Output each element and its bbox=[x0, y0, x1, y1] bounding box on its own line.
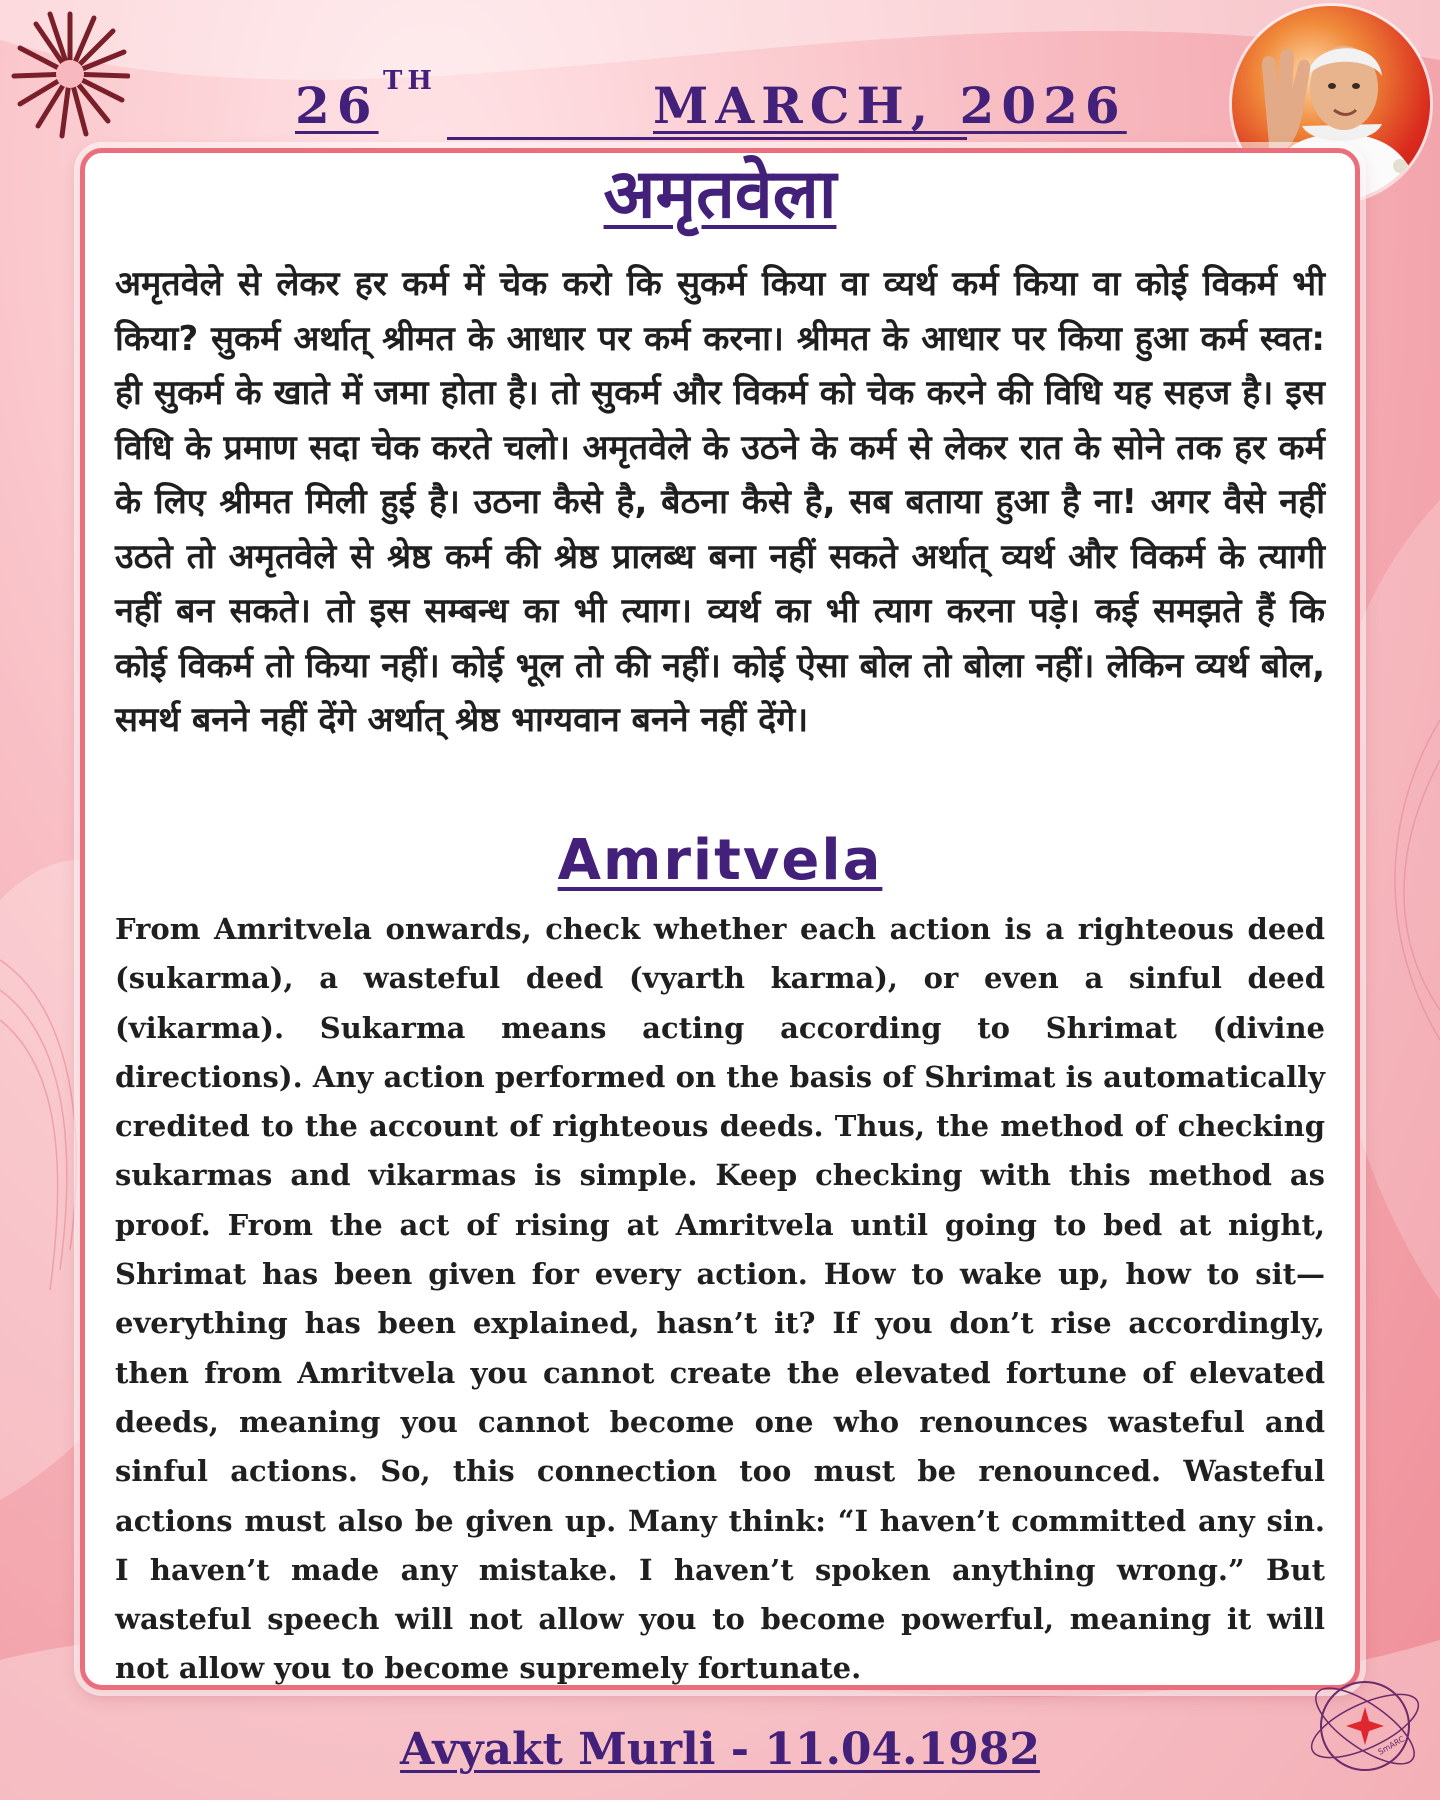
sunburst-icon bbox=[10, 6, 130, 141]
date-day: 26 bbox=[295, 76, 379, 135]
smarc-logo-icon bbox=[1302, 1663, 1428, 1789]
logo-text: SmARC bbox=[1376, 1734, 1407, 1757]
hindi-title: अमृतवेला bbox=[603, 155, 837, 234]
hindi-body: अमृतवेले से लेकर हर कर्म में चेक करो कि सुकर्म किया वा व्यर्थ कर्म किया वा कोई विकर्म भी किया? सुकर्म अर्थात् श्रीमत के आधार पर कर्म करना। श्रीमत के आधार पर किया हुआ कर्म स्वत: ही सुकर्म के खाते में जमा होता है। तो सुकर्म और विकर्म को चेक करने की विधि यह सहज है। इस विधि के प्रमाण सदा चेक करते चलो। अमृतवेले के उठने के कर्म से लेकर रात के सोने तक हर कर्म के लिए श्रीमत मिली हुई है। उठना कैसे है, बैठना कैसे है, सब बताया हुआ है ना! अगर वैसे नहीं उठते तो अमृतवेले से श्रेष्ठ कर्म की श्रेष्ठ प्रालब्ध बना नहीं सकते अर्थात् व्यर्थ और विकर्म के त्यागी नहीं बन सकते। तो इस सम्बन्ध का भी त्याग। व्यर्थ का भी त्याग करना पड़े। कई समझते हैं कि कोई विकर्म तो किया नहीं। कोई भूल तो की नहीं। कोई ऐसा बोल तो बोला नहीं। लेकिन व्यर्थ बोल, समर्थ बनने नहीं देंगे अर्थात् श्रेष्ठ भाग्यवान बनने नहीं देंगे। bbox=[115, 264, 1325, 740]
english-body: From Amritvela onwards, check whether each action is a righteous deed (sukarma), a wasteful deed (vyarth karma), or even a sinful deed (vikarma). Sukarma means acting according to Shrimat (divine directions). Any action performed on the basis of Shrimat is automatically credited to the account of righteous deeds. Thus, the method of checking sukarmas and vikarmas is simple. Keep checking with this method as proof. From the act of rising at Amritvela until going to bed at night, Shrimat has been given for every action. How to wake up, how to sit—everything has been explained, hasn’t it? If you don’t rise accordingly, then from Amritvela you cannot create the elevated fortune of elevated deeds, meaning you cannot become one who renounces wasteful and sinful actions. So, this connection too must be renounced. Wasteful actions must also be given up. Many think: “I haven’t committed any sin. I haven’t made any mistake. I haven’t spoken anything wrong.” But wasteful speech will not allow you to become powerful, meaning it will not allow you to become supremely fortunate. bbox=[115, 912, 1325, 1686]
date-month-year: MARCH, 2026 bbox=[653, 76, 1127, 135]
murli-source: Avyakt Murli - 11.04.1982 bbox=[400, 1724, 1040, 1775]
date-underline bbox=[447, 137, 967, 140]
date-suffix: TH bbox=[383, 66, 437, 96]
english-title: Amritvela bbox=[557, 828, 883, 893]
date-header bbox=[275, 66, 1135, 140]
content-card bbox=[80, 148, 1360, 1690]
